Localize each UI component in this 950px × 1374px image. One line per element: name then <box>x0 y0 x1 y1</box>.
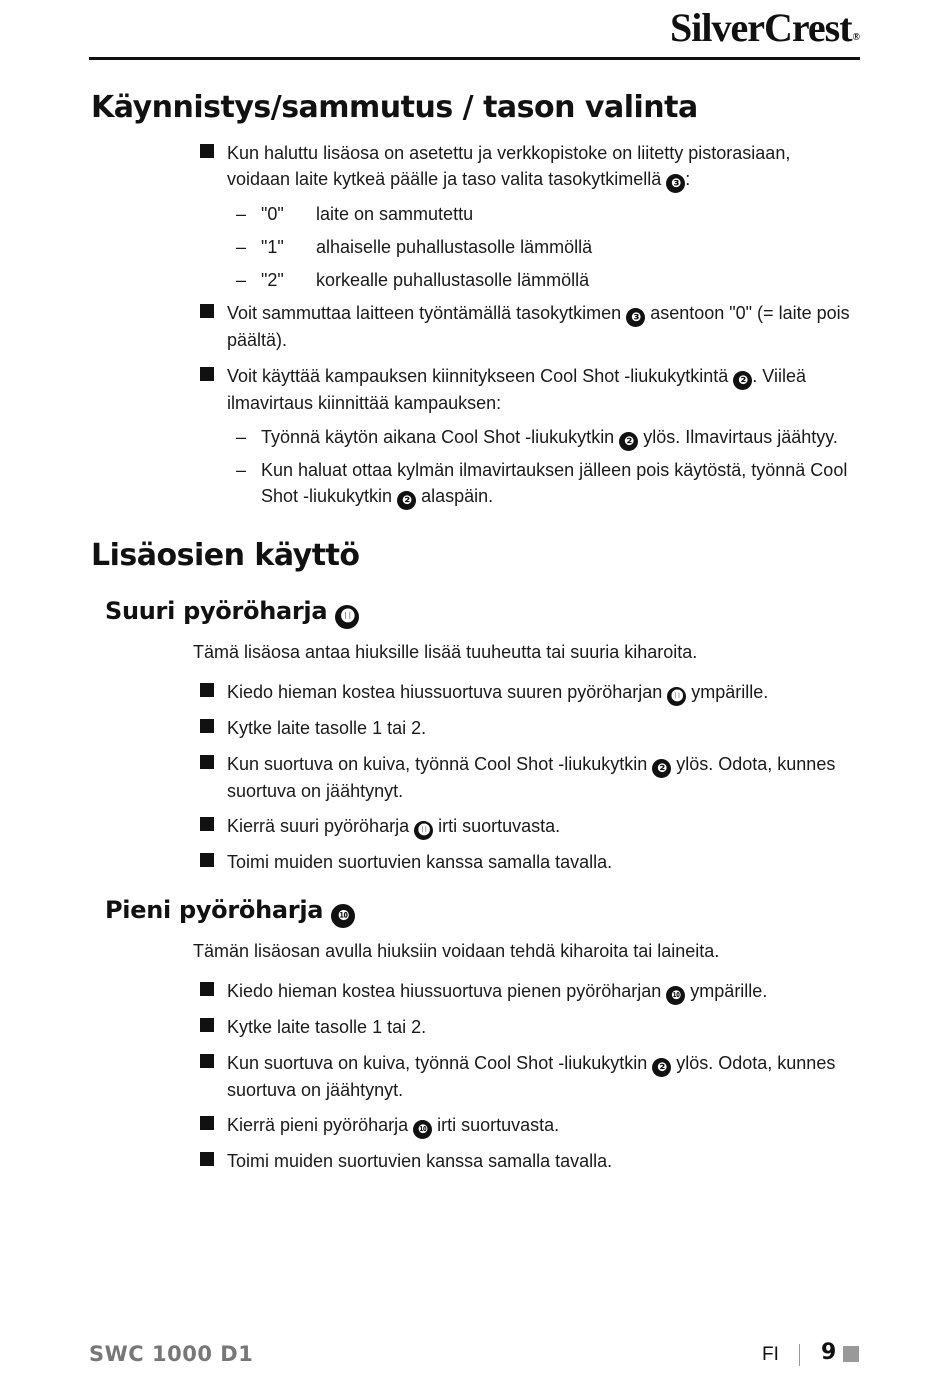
setting-description: laite on sammutettu <box>316 204 474 224</box>
ref-number-11-icon: ⓫ <box>335 605 359 629</box>
ref-number-10-icon: ❿ <box>331 904 355 928</box>
list-item-text: Toimi muiden suortuvien kanssa samalla tavalla. <box>227 1151 613 1171</box>
bullet-square-icon <box>200 367 214 381</box>
list-item <box>198 140 858 193</box>
ref-number-2-icon: ❷ <box>619 432 638 451</box>
list-item <box>198 1014 858 1040</box>
list-item-text: Voit käyttää kampauksen kiinnitykseen Cool Shot -liukukytkintä ❷ . Viileä ilmavirtaus kiinnittää kampauksen: <box>227 366 806 413</box>
brand-logo <box>670 6 859 50</box>
ref-number-10-icon: ❿ <box>413 1120 432 1139</box>
bullet-square-icon <box>200 719 214 733</box>
bullet-square-icon <box>200 982 214 996</box>
ref-number-2-icon: ❷ <box>733 371 752 390</box>
ref-number-10-icon: ❿ <box>666 986 685 1005</box>
list-item <box>198 300 858 353</box>
list-item-text: Kun suortuva on kuiva, työnnä Cool Shot -liukukytkin ❷ ylös. Odota, kunnes suortuva on jäähtynyt. <box>227 1053 836 1100</box>
intro-text: Tämän lisäosan avulla hiuksiin voidaan tehdä kiharoita tai laineita. <box>193 941 720 961</box>
ref-number-3-icon: ❸ <box>666 174 685 193</box>
list-item-text: Kiedo hieman kostea hiussuortuva pienen pyöröharjan ❿ ympärille. <box>227 978 858 1005</box>
ref-number-2-icon: ❷ <box>397 491 416 510</box>
list-item-text: Voit sammuttaa laitteen työntämällä tasokytkimen ❸ asentoon "0" (= laite pois päältä). <box>227 303 850 350</box>
subsection-title-small-brush: Pieni pyöröharja ❿ <box>105 895 355 928</box>
list-item <box>198 1112 858 1139</box>
header-rule <box>89 57 860 60</box>
bullet-square-icon <box>200 817 214 831</box>
brand-name: SilverCrest <box>669 5 852 50</box>
list-item-text: Kun haluttu lisäosa on asetettu ja verkkopistoke on liitetty pistorasiaan, voidaan laite kytkeä päälle ja taso valita tasokytkimellä ❸ : <box>227 140 858 193</box>
ref-number-11-icon: ⓫ <box>667 687 686 706</box>
setting-item: – "0" laite on sammutettu <box>236 201 861 227</box>
list-item <box>198 813 858 840</box>
bullet-square-icon <box>200 1116 214 1130</box>
list-item <box>198 849 858 875</box>
subsection-title-large-brush: Suuri pyöröharja ⓫ <box>105 596 359 629</box>
setting-item: – "2" korkealle puhallustasolle lämmöllä <box>236 267 861 293</box>
section-title-attachments: Lisäosien käyttö <box>91 538 360 573</box>
list-item-text: Kierrä suuri pyöröharja ⓫ irti suortuvasta. <box>227 813 858 840</box>
cool-shot-step: – Kun haluat ottaa kylmän ilmavirtauksen jälleen pois käytöstä, työnnä Cool Shot -liukukytkin ❷ alaspäin. <box>236 457 861 510</box>
list-item <box>198 1050 858 1103</box>
list-item <box>198 715 858 741</box>
footer-square-icon <box>843 1346 859 1362</box>
page-number: 9 <box>821 1340 837 1365</box>
bullet-square-icon <box>200 304 214 318</box>
footer-divider <box>799 1344 800 1366</box>
registered-mark: ® <box>852 32 859 43</box>
list-item-text: Kiedo hieman kostea hiussuortuva suuren pyöröharjan ⓫ ympärille. <box>227 679 858 706</box>
footer-model: SWC 1000 D1 <box>89 1342 254 1366</box>
list-item-text: Kytke laite tasolle 1 tai 2. <box>227 718 427 738</box>
list-item <box>198 1148 858 1174</box>
list-item-text: Kun suortuva on kuiva, työnnä Cool Shot -liukukytkin ❷ ylös. Odota, kunnes suortuva on jäähtynyt. <box>227 754 836 801</box>
bullet-square-icon <box>200 683 214 697</box>
list-item <box>198 751 858 804</box>
setting-description: korkealle puhallustasolle lämmöllä <box>316 270 590 290</box>
list-item <box>198 363 858 416</box>
setting-item: – "1" alhaiselle puhallustasolle lämmöllä <box>236 234 861 260</box>
cool-shot-step: – Työnnä käytön aikana Cool Shot -liukukytkin ❷ ylös. Ilmavirtaus jäähtyy. <box>236 424 861 451</box>
bullet-square-icon <box>200 144 214 158</box>
list-item-text: Toimi muiden suortuvien kanssa samalla tavalla. <box>227 852 613 872</box>
footer-language: FI <box>762 1344 779 1365</box>
ref-number-11-icon: ⓫ <box>414 821 433 840</box>
bullet-square-icon <box>200 1018 214 1032</box>
intro-text: Tämä lisäosa antaa hiuksille lisää tuuheutta tai suuria kiharoita. <box>193 642 698 662</box>
setting-description: alhaiselle puhallustasolle lämmöllä <box>316 237 593 257</box>
ref-number-2-icon: ❷ <box>652 759 671 778</box>
bullet-square-icon <box>200 853 214 867</box>
list-item-text: Kierrä pieni pyöröharja ❿ irti suortuvasta. <box>227 1112 858 1139</box>
bullet-square-icon <box>200 1152 214 1166</box>
setting-code: "0" <box>261 204 284 224</box>
list-item-text: Kytke laite tasolle 1 tai 2. <box>227 1017 427 1037</box>
setting-code: "1" <box>261 237 284 257</box>
bullet-square-icon <box>200 1054 214 1068</box>
list-item <box>198 978 858 1005</box>
bullet-square-icon <box>200 755 214 769</box>
setting-code: "2" <box>261 270 284 290</box>
ref-number-3-icon: ❸ <box>626 308 645 327</box>
ref-number-2-icon: ❷ <box>652 1058 671 1077</box>
list-item <box>198 679 858 706</box>
section-title-power: Käynnistys/sammutus / tason valinta <box>91 90 698 125</box>
